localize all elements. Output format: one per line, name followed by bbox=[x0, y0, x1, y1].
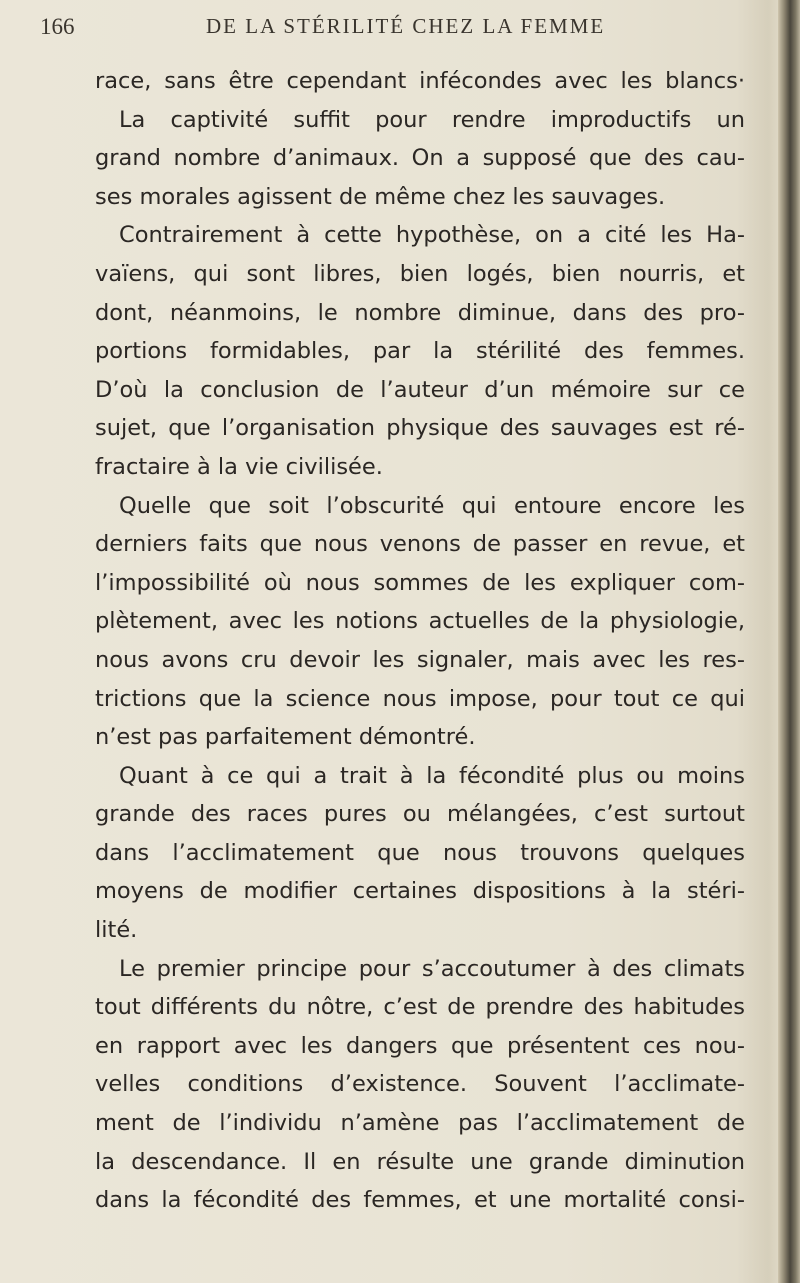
text-line: lité. bbox=[95, 917, 138, 944]
text-line: grand nombre d’animaux. On a supposé que des cau- bbox=[95, 145, 745, 172]
text-line: velles conditions d’existence. Souvent l’acclimate- bbox=[95, 1071, 745, 1098]
text-line: n’est pas parfaitement démontré. bbox=[95, 724, 476, 751]
text-line: tout différents du nôtre, c’est de prendre des habitudes bbox=[95, 994, 745, 1021]
text-line: Quelle que soit l’obscurité qui entoure encore les bbox=[119, 492, 745, 519]
text-line: trictions que la science nous impose, pour tout ce qui bbox=[95, 685, 745, 712]
text-line: dans l’acclimatement que nous trouvons quelques bbox=[95, 839, 745, 866]
text-line: grande des races pures ou mélangées, c’est surtout bbox=[95, 801, 745, 828]
text-line: Contrairement à cette hypothèse, on a cité les Ha- bbox=[119, 222, 745, 249]
text-line: dont, néanmoins, le nombre diminue, dans des pro- bbox=[95, 299, 745, 326]
text-line: moyens de modifier certaines dispositions à la stéri- bbox=[95, 878, 745, 905]
text-line: portions formidables, par la stérilité des femmes. bbox=[95, 338, 745, 365]
text-line: La captivité suffit pour rendre improductifs un bbox=[119, 106, 745, 133]
text-line: en rapport avec les dangers que présentent ces nou- bbox=[95, 1032, 745, 1059]
text-line: dans la fécondité des femmes, et une mortalité consi- bbox=[95, 1187, 745, 1214]
text-line: derniers faits que nous venons de passer en revue, et bbox=[95, 531, 745, 558]
text-line: l’impossibilité où nous sommes de les expliquer com- bbox=[95, 569, 745, 596]
running-title: DE LA STÉRILITÉ CHEZ LA FEMME bbox=[206, 14, 606, 38]
text-line: nous avons cru devoir les signaler, mais avec les res- bbox=[95, 646, 745, 673]
text-line: D’où la conclusion de l’auteur d’un mémoire sur ce bbox=[95, 376, 745, 403]
text-line: race, sans être cependant infécondes avec les blancs· bbox=[95, 68, 745, 94]
text-line: Quant à ce qui a trait à la fécondité plus ou moins bbox=[119, 762, 745, 789]
body-text bbox=[95, 62, 745, 1220]
text-line: ment de l’individu n’amène pas l’acclimatement de bbox=[95, 1110, 745, 1137]
text-line: Le premier principe pour s’accoutumer à des climats bbox=[119, 955, 745, 982]
text-line: plètement, avec les notions actuelles de la physiologie, bbox=[95, 608, 745, 635]
page-number: 166 bbox=[40, 14, 75, 39]
text-line: vaïens, qui sont libres, bien logés, bien nourris, et bbox=[95, 260, 745, 287]
book-spine-shadow bbox=[778, 0, 800, 1283]
text-line: sujet, que l’organisation physique des sauvages est ré- bbox=[95, 415, 745, 442]
running-header bbox=[40, 14, 740, 54]
text-line: ses morales agissent de même chez les sauvages. bbox=[95, 183, 666, 210]
text-line: la descendance. Il en résulte une grande diminution bbox=[95, 1148, 745, 1175]
text-line: fractaire à la vie civilisée. bbox=[95, 453, 383, 480]
